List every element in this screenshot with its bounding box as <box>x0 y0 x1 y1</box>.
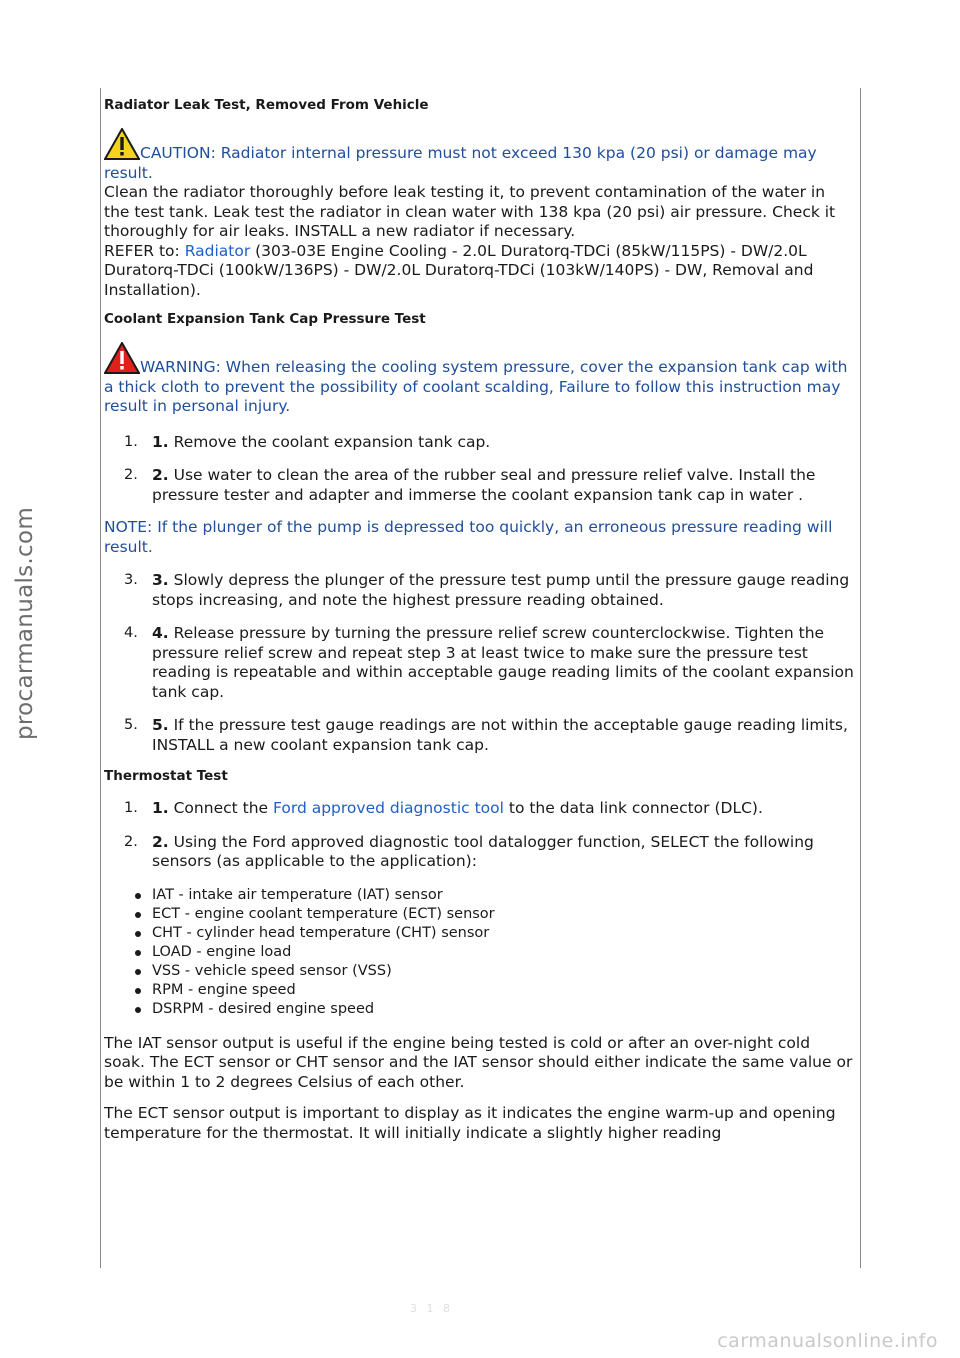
step-bold-number: 2. <box>152 466 169 484</box>
radiator-leak-test-body: Clean the radiator thoroughly before leak testing it, to prevent contamination of the water in the test tank. Leak test the radiator in clean water with 138 kpa (20 psi) air pressure. Check it thoroughly for air leaks. INSTALL a new radiator if necessary. <box>104 183 836 240</box>
step-number: 3. <box>124 572 138 588</box>
left-margin-rule <box>100 88 101 1268</box>
step-number: 2. <box>124 467 138 483</box>
note-text: NOTE: If the plunger of the pump is depressed too quickly, an erroneous pressure reading will result. <box>104 518 833 556</box>
step-number: 5. <box>124 717 138 733</box>
step-text-before: Connect the <box>168 799 273 817</box>
step-text-after: to the data link connector (DLC). <box>503 799 763 817</box>
list-item: RPM - engine speed <box>134 981 854 1000</box>
list-item: CHT - cylinder head temperature (CHT) sensor <box>134 924 854 943</box>
step-item <box>104 433 854 453</box>
radiator-link[interactable]: Radiator <box>184 241 251 260</box>
step-number: 4. <box>124 625 138 641</box>
manual-page-content <box>104 96 854 1143</box>
step-text: Slowly depress the plunger of the pressure test pump until the pressure gauge reading stops increasing, and note the highest pressure reading obtained. <box>152 571 850 609</box>
step-item <box>104 799 854 819</box>
radiator-refer <box>104 242 854 301</box>
step-item <box>104 624 854 702</box>
right-margin-rule <box>860 88 861 1268</box>
step-bold-number: 1. <box>152 432 169 451</box>
section-heading-thermostat-test: Thermostat Test <box>104 768 228 784</box>
step-text: If the pressure test gauge readings are not within the acceptable gauge reading limits, INSTALL a new coolant expansion tank cap. <box>152 716 848 754</box>
step-item <box>104 571 854 610</box>
caution-notice <box>104 128 854 183</box>
caution-triangle-icon <box>104 128 140 160</box>
list-item: DSRPM - desired engine speed <box>134 1000 854 1019</box>
step-text: Using the Ford approved diagnostic tool datalogger function, SELECT the following sensors (as applicable to the application): <box>152 832 814 870</box>
side-watermark: procarmanuals.com <box>12 506 38 740</box>
refer-suffix: (303-03E Engine Cooling - 2.0L Duratorq-TDCi (85kW/115PS) - DW/2.0L Duratorq-TDCi (100kW/136PS) - DW/2.0L Duratorq-TDCi (103kW/140PS) - DW, Removal and Installation). <box>104 241 814 299</box>
list-item: LOAD - engine load <box>134 943 854 962</box>
step-item <box>104 716 854 755</box>
sensor-list <box>104 886 854 1019</box>
step-text: Use water to clean the area of the rubber seal and pressure relief valve. Install the pressure tester and adapter and immerse the coolant expansion tank cap in water . <box>152 466 816 504</box>
diagnostic-tool-link[interactable]: Ford approved diagnostic tool <box>273 799 504 817</box>
warning-text: WARNING: When releasing the cooling system pressure, cover the expansion tank cap with a thick cloth to prevent the possibility of coolant scalding, Failure to follow this instruction may result in personal injury. <box>104 358 848 415</box>
warning-notice <box>104 342 854 417</box>
refer-prefix: REFER to: <box>104 241 185 260</box>
footer-watermark: carmanualsonline.info <box>717 1330 938 1352</box>
step-text: Remove the coolant expansion tank cap. <box>168 432 491 451</box>
step-number: 1. <box>124 433 138 450</box>
section-heading-radiator-leak-test: Radiator Leak Test, Removed From Vehicle <box>104 97 429 113</box>
cap-test-steps-b <box>104 571 854 755</box>
thermostat-steps <box>104 799 854 872</box>
step-bold-number: 1. <box>152 799 169 817</box>
step-bold-number: 4. <box>152 624 169 642</box>
step-item <box>104 833 854 872</box>
ect-sensor-paragraph: The ECT sensor output is important to display as it indicates the engine warm-up and opening temperature for the thermostat. It will initially indicate a slightly higher reading <box>104 1104 836 1142</box>
section-heading-cap-pressure-test: Coolant Expansion Tank Cap Pressure Test <box>104 311 426 327</box>
iat-sensor-paragraph: The IAT sensor output is useful if the engine being tested is cold or after an over-night cold soak. The ECT sensor or CHT sensor and the IAT sensor should either indicate the same value or be within 1 to 2 degrees Celsius of each other. <box>104 1033 853 1091</box>
step-number: 1. <box>124 800 138 816</box>
list-item: VSS - vehicle speed sensor (VSS) <box>134 962 854 981</box>
step-item <box>104 466 854 505</box>
step-bold-number: 3. <box>152 571 169 589</box>
warning-triangle-icon <box>104 342 140 374</box>
caution-text: CAUTION: Radiator internal pressure must not exceed 130 kpa (20 psi) or damage may result. <box>104 144 817 182</box>
cap-test-steps-a <box>104 433 854 506</box>
step-text: Release pressure by turning the pressure relief screw counterclockwise. Tighten the pressure relief screw and repeat step 3 at least twice to make sure the pressure test reading is repeatable and within acceptable gauge reading limits of the coolant expansion tank cap. <box>152 624 854 701</box>
step-bold-number: 5. <box>152 716 169 734</box>
page-number: 3 1 8 <box>410 1302 453 1315</box>
list-item: ECT - engine coolant temperature (ECT) sensor <box>134 905 854 924</box>
step-number: 2. <box>124 833 138 850</box>
step-bold-number: 2. <box>152 832 169 851</box>
list-item: IAT - intake air temperature (IAT) sensor <box>134 886 854 905</box>
